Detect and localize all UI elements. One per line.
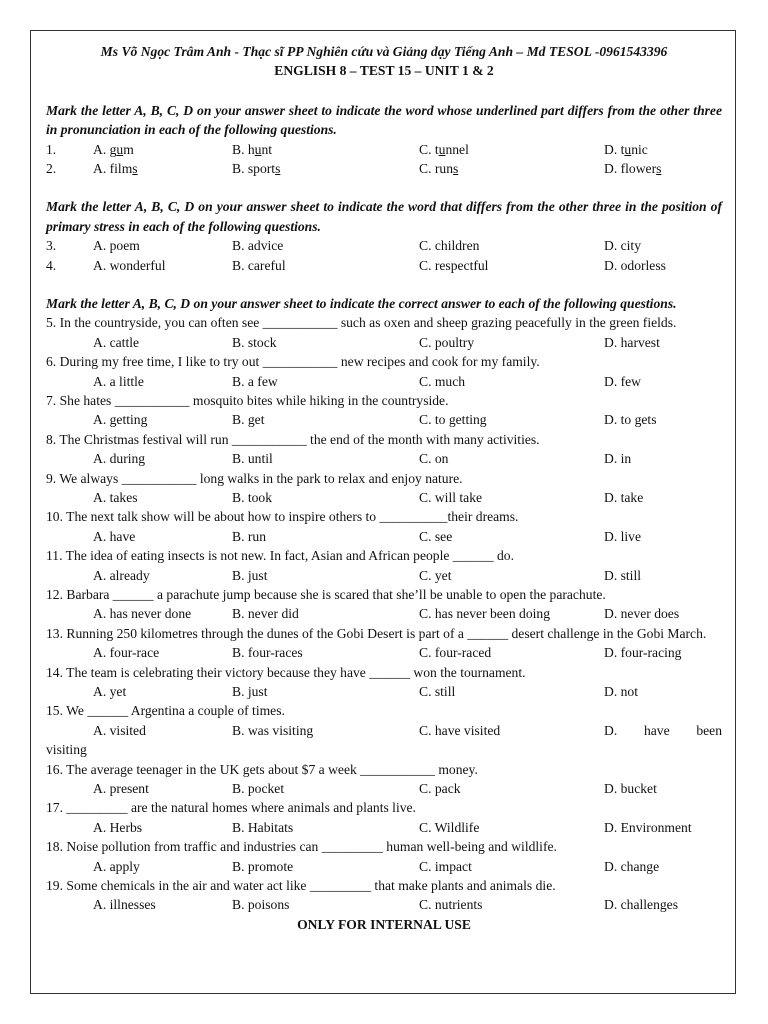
- question-stem: 14. The team is celebrating their victory because they have ______ won the tournament.: [46, 664, 526, 680]
- answer-option: [232, 159, 280, 178]
- options-row: [46, 721, 722, 760]
- answer-option: C. children: [419, 238, 480, 254]
- answer-option: D. live: [604, 528, 641, 544]
- answer-option: C. has never been doing: [419, 606, 550, 622]
- option-word: been: [696, 722, 722, 738]
- question-stem: 18. Noise pollution from traffic and industries can _________ human well-being and wildlife.: [46, 839, 557, 855]
- stress-section: [46, 197, 722, 275]
- option-line: [604, 721, 722, 740]
- answer-option: A. has never done: [93, 606, 192, 622]
- answer-option: A. apply: [93, 858, 140, 874]
- answer-option: A. a little: [93, 373, 144, 389]
- answer-option: [604, 140, 648, 159]
- options-row: [46, 643, 722, 662]
- question-number: 2.: [46, 161, 57, 177]
- question-stem: 8. The Christmas festival will run ___________ the end of the month with many activities.: [46, 431, 540, 447]
- answer-option: D. still: [604, 567, 642, 583]
- answer-option: A. during: [93, 451, 146, 467]
- question-row: [46, 140, 722, 159]
- answer-option: D. change: [604, 858, 660, 874]
- answer-option: A. wonderful: [93, 257, 166, 273]
- question-row: [46, 159, 722, 178]
- answer-option: C. on: [419, 451, 449, 467]
- answer-option: C. yet: [419, 567, 452, 583]
- question-stem: 19. Some chemicals in the air and water act like _________ that make plants and animals die.: [46, 877, 556, 893]
- answer-option: B. never did: [232, 606, 299, 622]
- answer-option: [93, 140, 134, 159]
- answer-option: A. four-race: [93, 645, 160, 661]
- options-row: [46, 682, 722, 701]
- answer-option: A. poem: [93, 238, 140, 254]
- answer-option: A. visited: [93, 722, 146, 738]
- footer-note: ONLY FOR INTERNAL USE: [297, 916, 471, 932]
- question-stem: 7. She hates ___________ mosquito bites while hiking in the countryside.: [46, 393, 449, 408]
- options-row: [46, 488, 722, 507]
- option-text: D. t: [604, 141, 625, 157]
- option-text: A. film: [93, 161, 133, 177]
- answer-option: C. four-raced: [419, 645, 492, 661]
- question-stem: 9. We always ___________ long walks in the park to relax and enjoy nature.: [46, 470, 463, 486]
- option-word: have: [643, 722, 670, 738]
- answer-option: D. in: [604, 451, 632, 467]
- question-row: [46, 256, 722, 275]
- answer-option: D. odorless: [604, 257, 666, 273]
- option-text: C. run: [419, 161, 453, 177]
- answer-option: A. cattle: [93, 334, 140, 350]
- question-row: [46, 236, 722, 255]
- answer-option: B. stock: [232, 334, 277, 350]
- stress-instruction: Mark the letter A, B, C, D on your answer sheet to indicate the word that differs from the other three in the position of primary stress in each of the following questions.: [46, 199, 722, 234]
- option-text: B. h: [232, 141, 255, 157]
- answer-option: C. respectful: [419, 257, 489, 273]
- teacher-line: Ms Võ Ngọc Trâm Anh - Thạc sĩ PP Nghiên cứu và Giảng dạy Tiếng Anh – Md TESOL -0961543396: [100, 44, 668, 59]
- answer-option: B. four-races: [232, 645, 303, 661]
- answer-option: B. just: [232, 683, 268, 699]
- underlined-part: s: [452, 161, 459, 177]
- option-text: nnel: [445, 141, 469, 157]
- underlined-part: u: [624, 141, 632, 157]
- option-text: C. t: [419, 141, 439, 157]
- answer-option: C. will take: [419, 490, 483, 505]
- answer-option: D. not: [604, 683, 638, 699]
- grammar-instruction: Mark the letter A, B, C, D on your answer sheet to indicate the correct answer to each of the following questions.: [46, 296, 677, 311]
- answer-option: B. run: [232, 528, 266, 544]
- underlined-part: u: [254, 141, 262, 157]
- answer-option: B. just: [232, 567, 268, 583]
- answer-option: A. takes: [93, 490, 138, 505]
- question-number: 1.: [46, 141, 57, 157]
- grammar-section: [46, 294, 722, 915]
- question-number: 4.: [46, 257, 57, 273]
- answer-option: [419, 140, 469, 159]
- options-row: [46, 779, 722, 798]
- answer-option: C. much: [419, 373, 466, 389]
- answer-option: C. nutrients: [419, 897, 483, 913]
- answer-option: A. present: [93, 780, 149, 796]
- question-number: 3.: [46, 238, 57, 254]
- option-text: nt: [261, 141, 273, 157]
- underlined-part: s: [656, 161, 662, 177]
- underlined-part: u: [438, 141, 446, 157]
- option-word: D.: [604, 722, 618, 738]
- underlined-part: u: [116, 141, 124, 157]
- underlined-part: s: [275, 161, 281, 177]
- question-stem: 16. The average teenager in the UK gets about $7 a week ___________ money.: [46, 761, 478, 777]
- answer-option: A. have: [93, 528, 136, 544]
- answer-option: D. few: [604, 373, 641, 389]
- options-row: [46, 410, 722, 429]
- answer-option: C. pack: [419, 780, 461, 796]
- answer-option: D. city: [604, 238, 641, 254]
- answer-option-wrapped: [604, 721, 722, 740]
- options-row: [46, 566, 722, 585]
- question-stem: 10. The next talk show will be about how to inspire others to __________their dreams.: [46, 509, 519, 525]
- options-row: [46, 527, 722, 546]
- options-row: [46, 818, 722, 837]
- question-stem: 15. We ______ Argentina a couple of times.: [46, 703, 285, 719]
- answer-option: D. never does: [604, 606, 680, 622]
- answer-option: C. still: [419, 683, 456, 699]
- pronunciation-instruction: Mark the letter A, B, C, D on your answer sheet to indicate the word whose underlined part differs from the other three in pronunciation in each of the following questions.: [46, 102, 722, 138]
- options-row: [46, 857, 722, 876]
- underlined-part: s: [132, 161, 138, 177]
- answer-option: C. impact: [419, 858, 472, 874]
- test-title: ENGLISH 8 – TEST 15 – UNIT 1 & 2: [274, 63, 494, 79]
- option-text: D. flower: [604, 161, 657, 177]
- answer-option: C. see: [419, 528, 453, 544]
- answer-option: A. illnesses: [93, 897, 156, 913]
- answer-option: D. take: [604, 490, 644, 505]
- answer-option: C. have visited: [419, 722, 501, 738]
- answer-option: A. already: [93, 567, 150, 583]
- answer-option: [604, 159, 661, 178]
- question-stem: 17. _________ are the natural homes where animals and plants live.: [46, 800, 416, 816]
- answer-option: D. to gets: [604, 412, 657, 428]
- answer-option: B. until: [232, 451, 273, 467]
- answer-option: D. four-racing: [604, 645, 682, 661]
- answer-option: B. advice: [232, 238, 284, 254]
- answer-option: B. pocket: [232, 780, 285, 796]
- question-stem: 5. In the countryside, you can often see ___________ such as oxen and sheep grazing peacefully in the green fields.: [46, 315, 677, 331]
- options-row: [46, 449, 722, 468]
- answer-option: B. a few: [232, 373, 278, 389]
- options-row: [46, 333, 722, 352]
- answer-option: B. was visiting: [232, 722, 314, 738]
- answer-option: C. to getting: [419, 412, 487, 428]
- answer-option: [93, 159, 138, 178]
- pronunciation-section: [46, 101, 722, 179]
- answer-option: [232, 140, 272, 159]
- answer-option: A. yet: [93, 683, 127, 699]
- answer-option: B. get: [232, 412, 265, 428]
- test-document: [46, 42, 722, 934]
- question-stem: 12. Barbara ______ a parachute jump because she is scared that she’ll be unable to open the parachute.: [46, 586, 606, 602]
- option-text: B. sport: [232, 161, 276, 177]
- options-row: [46, 604, 722, 623]
- answer-option: [419, 159, 458, 178]
- options-row: [46, 372, 722, 391]
- question-stem: 6. During my free time, I like to try out ___________ new recipes and cook for my family.: [46, 354, 540, 370]
- answer-option: D. Environment: [604, 819, 692, 835]
- answer-option: A. getting: [93, 412, 148, 428]
- options-row: [46, 895, 722, 914]
- answer-option: B. poisons: [232, 897, 290, 913]
- answer-option: D. harvest: [604, 334, 660, 350]
- answer-option: A. Herbs: [93, 819, 143, 835]
- answer-option: B. Habitats: [232, 819, 294, 835]
- answer-option: B. promote: [232, 858, 294, 874]
- answer-option: B. took: [232, 490, 273, 505]
- option-continuation: visiting: [46, 742, 87, 758]
- answer-option: D. challenges: [604, 897, 678, 913]
- question-stem: 13. Running 250 kilometres through the dunes of the Gobi Desert is part of a ______ desert challenge in the Gobi March.: [46, 625, 707, 641]
- question-stem: 11. The idea of eating insects is not new. In fact, Asian and African people ______ do.: [46, 548, 514, 564]
- option-text: nic: [631, 141, 648, 157]
- answer-option: B. careful: [232, 257, 286, 273]
- answer-option: C. poultry: [419, 334, 475, 350]
- answer-option: D. bucket: [604, 780, 657, 796]
- option-text: m: [123, 141, 134, 157]
- answer-option: C. Wildlife: [419, 819, 480, 835]
- option-text: A. g: [93, 141, 117, 157]
- options-line: [46, 721, 722, 740]
